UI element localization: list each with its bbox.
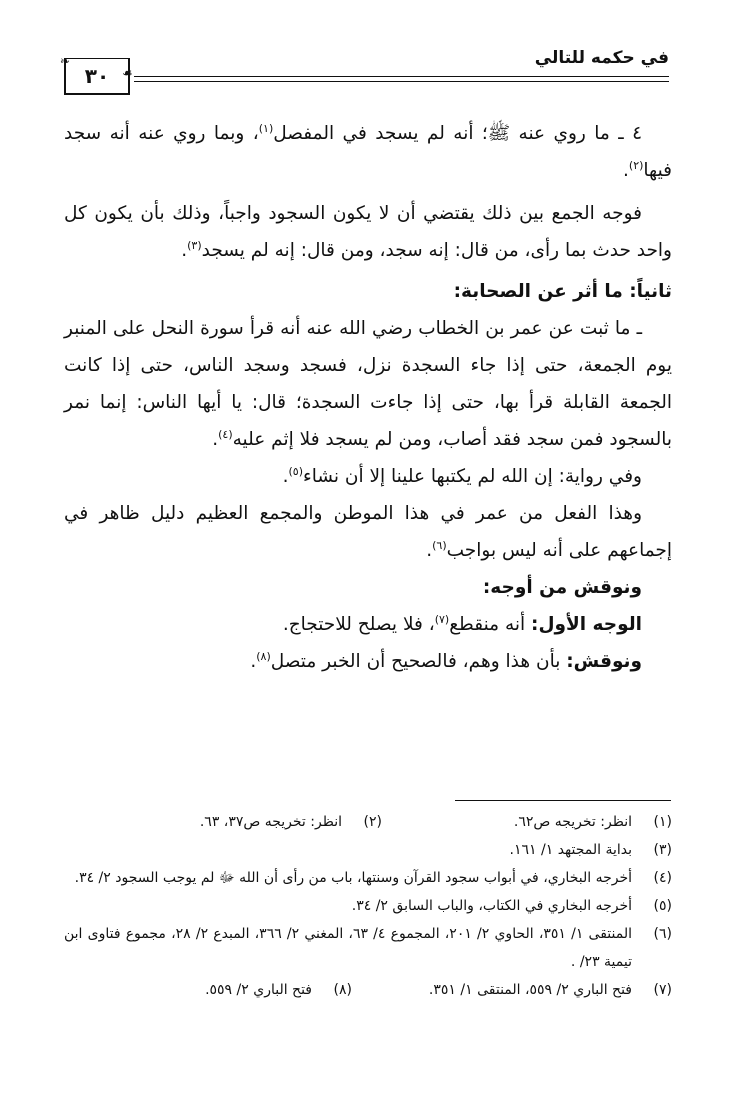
label: الوجه الأول: <box>531 614 642 635</box>
footnote-row <box>64 808 672 836</box>
footnote-ref: (٨) <box>256 649 271 663</box>
text: وفي رواية: إن الله لم يكتبها علينا إلا أن نشاء <box>303 466 642 487</box>
text: . <box>212 429 219 450</box>
text: ، وبما روي عنه أنه سجد فيها <box>64 123 672 181</box>
paragraph: ونوقش من أوجه: <box>482 577 642 598</box>
footnote-row <box>64 836 672 864</box>
main-text <box>64 115 672 680</box>
text: . <box>181 240 188 261</box>
text: ، فلا يصلح للاحتجاج. <box>282 614 435 635</box>
footnote-row <box>64 920 672 976</box>
page-number: ٣٠ <box>64 58 130 95</box>
text: ٤ ـ ما روي عنه ﷺ؛ أنه لم يسجد في المفصل <box>273 123 643 144</box>
footnote-divider <box>455 800 671 801</box>
text: بأن هذا وهم، فالصحيح أن الخبر متصل <box>270 651 567 672</box>
footnote-text: انظر: تخريجه ص٣٧، ٦٣. <box>199 814 342 830</box>
paragraph <box>64 115 672 189</box>
text: . <box>282 466 289 487</box>
footnote-ref: (١) <box>258 121 274 135</box>
footnote-text: المنتقى ١/ ٣٥١، الحاوي ٢/ ٢٠١، المجموع ٤/ ٦٣، المغني ٢/ ٣٦٦، المبدع ٢/ ٢٨، مجموع فتاوى ابن تيمية ٢٣/ . <box>64 926 632 970</box>
section-heading: ثانياً: ما أثر عن الصحابة: <box>453 281 672 302</box>
text: . <box>426 540 433 561</box>
paragraph <box>64 495 672 569</box>
paragraph <box>64 310 672 458</box>
footnote-number: (٢) <box>363 814 382 830</box>
text: . <box>250 651 257 672</box>
ornament-icon: ❧ <box>60 54 71 68</box>
header-rule <box>134 81 669 82</box>
footnotes <box>64 808 672 1004</box>
footnote-ref: (٣) <box>187 238 202 252</box>
paragraph <box>64 195 672 269</box>
footnote-number: (٦) <box>653 926 672 942</box>
paragraph <box>64 643 672 680</box>
ornament-icon: ☙ <box>122 66 133 80</box>
footnote-row <box>64 864 672 892</box>
footnote-row <box>64 892 672 920</box>
text: وهذا الفعل من عمر في هذا الموطن والمجمع العظيم دليل ظاهر في إجماعهم على أنه ليس بواجب <box>64 503 672 561</box>
paragraph <box>64 458 672 495</box>
footnote-number: (٨) <box>333 982 352 998</box>
header-rule <box>134 76 669 77</box>
footnote-number: (٥) <box>653 898 672 914</box>
text: أنه منقطع <box>449 614 532 635</box>
footnote-ref: (٢) <box>628 158 644 172</box>
footnote-text: فتح الباري ٢/ ٥٥٩. <box>205 982 312 998</box>
text: ـ ما ثبت عن عمر بن الخطاب رضي الله عنه أنه قرأ سورة النحل على المنبر يوم الجمعة، حتى إذا جاء السجدة نزل، فسجد وسجد الناس، حتى إذا كانت الجمعة القابلة قرأ بها، حتى إذا جاءت السجدة؛ قال: يا أيها الناس: إنما نمر بالسجود فمن سجد فقد أصاب، ومن لم يسجد فلا إثم عليه <box>64 318 672 450</box>
page-header <box>60 48 669 100</box>
footnote-ref: (٦) <box>432 538 447 552</box>
text: فوجه الجمع بين ذلك يقتضي أن لا يكون السجود واجباً، وذلك بأن يكون كل واحد حدث بما رأى، من قال: إنه سجد، ومن قال: إنه لم يسجد <box>64 203 672 261</box>
footnote-ref: (٥) <box>288 464 303 478</box>
footnote-text: فتح الباري ٢/ ٥٥٩، المنتقى ١/ ٣٥١. <box>428 982 632 998</box>
footnote-number: (٧) <box>653 982 672 998</box>
footnote-ref: (٤) <box>218 427 233 441</box>
footnote-row <box>64 976 672 1004</box>
footnote-text: انظر: تخريجه ص٦٢. <box>513 814 632 830</box>
footnote-text: بداية المجتهد ١/ ١٦١. <box>509 842 632 858</box>
text: . <box>623 160 629 181</box>
footnote-text: أخرجه البخاري، في أبواب سجود القرآن وسنتها، باب من رأى أن الله ﷻ لم يوجب السجود ٢/ ٣٤. <box>74 870 632 886</box>
label: ونوقش: <box>566 651 642 672</box>
paragraph <box>64 606 672 643</box>
footnote-number: (٤) <box>653 870 672 886</box>
running-title: في حكمه للتالي <box>534 48 669 68</box>
footnote-text: أخرجه البخاري في الكتاب، والباب السابق ٢/ ٣٤. <box>351 898 632 914</box>
footnote-ref: (٧) <box>434 612 450 626</box>
footnote-number: (١) <box>653 814 672 830</box>
footnote-number: (٣) <box>653 842 672 858</box>
